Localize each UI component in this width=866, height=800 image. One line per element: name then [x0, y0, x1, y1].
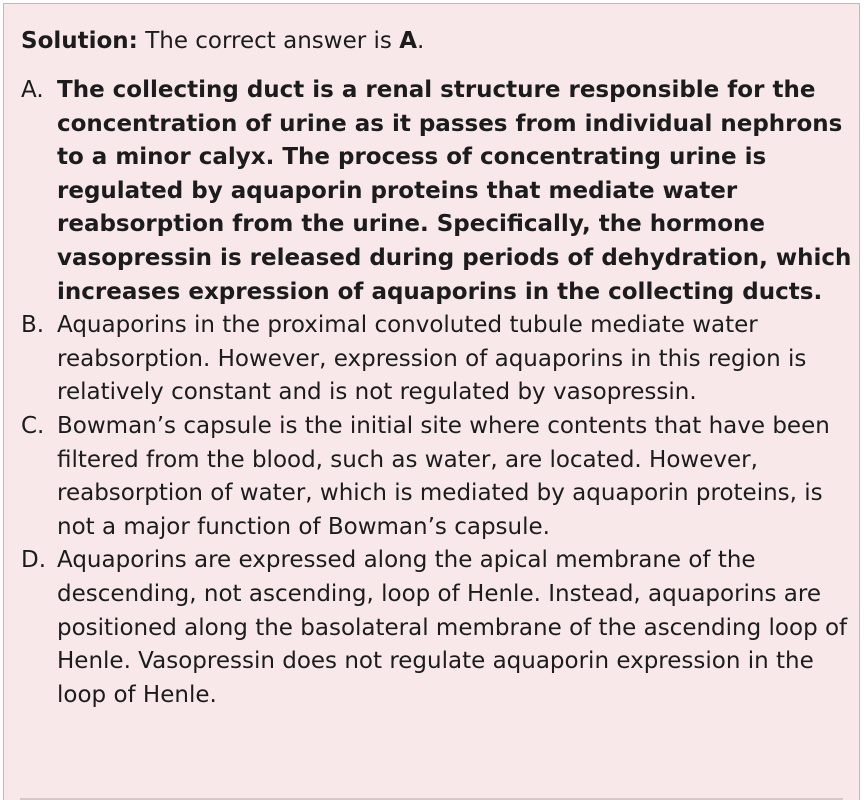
solution-period: .	[417, 28, 425, 54]
solution-text: The correct answer is	[145, 28, 392, 54]
option-d-letter: D.	[21, 547, 47, 574]
option-a-letter: A.	[21, 77, 44, 103]
option-c-text: Bowman’s capsule is the initial site where contents that have been filtered from the blood, such as water, are located. However, reabsorption of water, which is mediated by aquaporin proteins, is not a major function of Bowman’s capsule.	[57, 412, 830, 540]
solution-panel	[3, 3, 860, 800]
option-d	[21, 544, 853, 712]
option-d-text: Aquaporins are expressed along the apical membrane of the descending, not ascending, loop of Henle. Instead, aquaporins are positioned along the basolateral membrane of the ascending loop of Henle. Vasopressin does not regulate aquaporin expression in the loop of Henle.	[57, 547, 848, 708]
option-c	[21, 410, 853, 544]
option-b-letter: B.	[21, 312, 45, 339]
option-b-text: Aquaporins in the proximal convoluted tubule mediate water reabsorption. However, expression of aquaporins in this region is relatively constant and is not regulated by vasopressin.	[57, 312, 807, 406]
option-a-text: The collecting duct is a renal structure responsible for the concentration of urine as it passes from individual nephrons to a minor calyx. The process of concentrating urine is regulated by aquaporin proteins that mediate water reabsorption from the urine. Specifically, the hormone vasopressin is released during periods of dehydration, which increases expression of aquaporins in the collecting ducts.	[57, 77, 852, 305]
solution-line	[21, 26, 424, 56]
option-b	[21, 309, 853, 410]
option-c-letter: C.	[21, 412, 45, 439]
solution-label: Solution:	[21, 28, 138, 54]
correct-answer: A	[399, 28, 418, 54]
option-a	[21, 74, 853, 309]
answer-explanations	[21, 74, 853, 712]
